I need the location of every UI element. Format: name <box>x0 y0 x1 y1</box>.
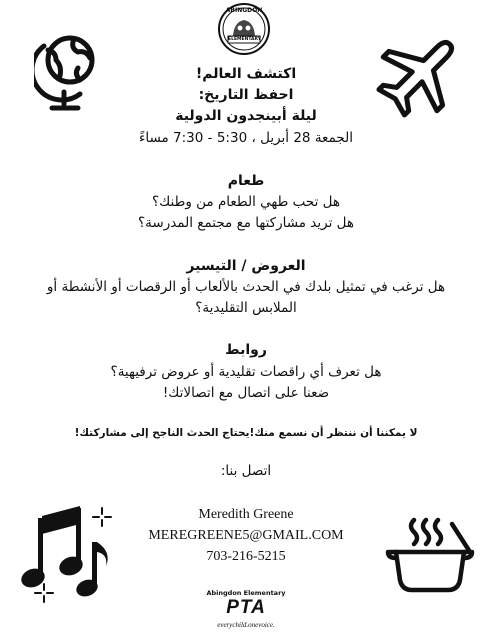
pta-tagline: everychild.onevoice. <box>217 621 275 629</box>
music-notes-icon <box>20 500 118 604</box>
logo-text-top: ABINGDON <box>225 7 263 14</box>
shows-question-1: هل ترغب في تمثيل بلدك في الحدث بالألعاب أو الرقصات أو الأنشطة أو <box>46 279 446 295</box>
contact-label: اتصل بنا: <box>220 463 272 479</box>
event-title: ليلة أبينجدون الدولية <box>175 108 317 124</box>
links-question-2: ضعنا على اتصال مع اتصالاتك! <box>162 385 330 401</box>
headline-save-date: احفظ التاريخ: <box>198 87 294 103</box>
shows-question-2: الملابس التقليدية؟ <box>195 300 297 316</box>
contact-phone[interactable]: 703-216-5215 <box>206 549 286 564</box>
links-question-1: هل تعرف أي راقصات تقليدية أو عروض ترفيهية؟ <box>110 364 382 380</box>
pta-school-name: Abingdon Elementary <box>206 589 286 597</box>
section-title-food: طعام <box>227 173 265 189</box>
pta-name: PTA <box>226 597 266 618</box>
section-title-shows: العروض / التيسير <box>186 258 306 274</box>
logo-text-bottom: ELEMENTARY <box>228 37 262 42</box>
participation-notice: لا يمكننا أن ننتظر أن نسمع منك!يحتاج الحدث الناجح إلى مشاركتك! <box>74 427 418 439</box>
school-logo <box>214 2 274 56</box>
food-question-1: هل تحب طهي الطعام من وطنك؟ <box>151 194 341 210</box>
section-title-links: روابط <box>225 342 267 358</box>
event-date: الجمعة 28 أبريل ، 5:30 - 7:30 مساءً <box>139 130 353 146</box>
food-question-2: هل تريد مشاركتها مع مجتمع المدرسة؟ <box>137 215 354 231</box>
contact-email[interactable]: MEREGREENE5@GMAIL.COM <box>148 528 344 543</box>
pta-logo <box>196 589 296 633</box>
cooking-pot-icon <box>382 514 478 596</box>
contact-name: Meredith Greene <box>198 507 294 522</box>
headline-discover: اكتشف العالم! <box>195 66 297 82</box>
